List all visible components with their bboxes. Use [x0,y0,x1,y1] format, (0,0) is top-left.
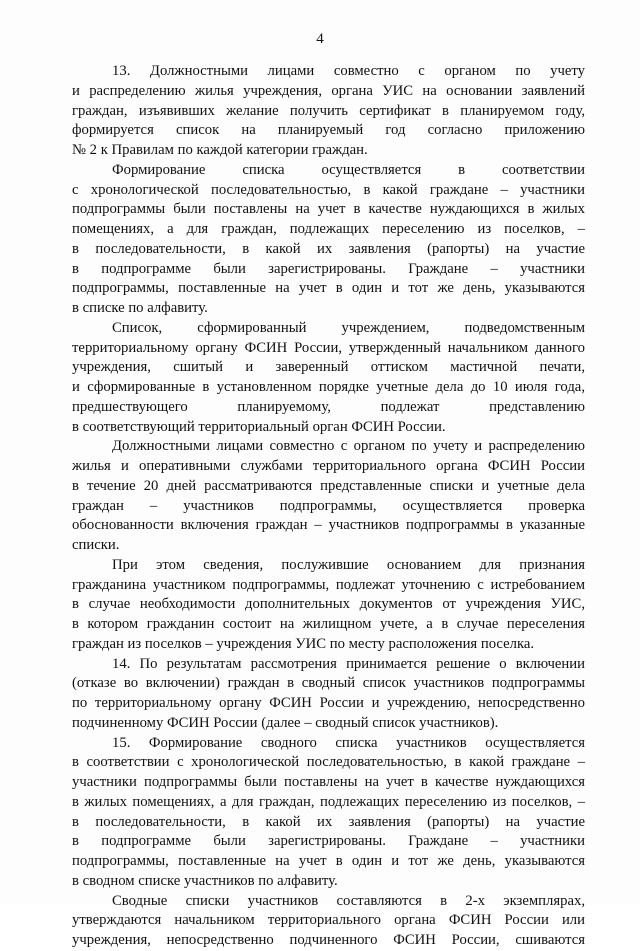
text-line: граждан, изъявивших желание получить сертификат в планируемом году, [72,102,585,119]
text-line: в течение 20 дней рассматриваются представленные списки и учетные дела [72,477,585,494]
text-line: в подпрограмме были зарегистрированы. Граждане – участники [72,833,585,850]
text-line: учреждения, сшитый и заверенный оттиском мастичной печати, [72,359,585,376]
text-line: в соответствующий территориальный орган ФСИН России. [72,418,446,435]
text-line: помещениях, а для граждан, подлежащих переселению из поселков, – [72,221,585,237]
text-line: подпрограммы, поставленные на учет в один и тот же день, указываются [72,280,585,297]
text-line: Список, сформированный учреждением, подведомственным [112,319,585,336]
text-line: списки. [72,537,120,553]
text-line: (отказе во включении) граждан в сводный список участников подпрограммы [72,675,585,692]
text-line: в подпрограмме были зарегистрированы. Граждане – участники [72,260,585,277]
text-line: 14. По результатам рассмотрения принимается решение о включении [112,655,585,672]
text-line: 13. Должностными лицами совместно с органом по учету [112,63,585,79]
text-line: в случае необходимости дополнительных документов от учреждения УИС, [72,596,585,613]
paragraph [72,655,585,734]
text-line: Сводные списки участников составляются в 2-х экземплярах, [112,892,585,909]
text-line: формируется список на планируемый год согласно приложению [72,122,585,139]
text-line: подпрограммы, поставленные на учет в один и тот же день, указываются [72,853,585,869]
text-line: в соответствии с хронологической последовательностью, в какой граждане – [72,754,585,771]
text-line: При этом сведения, послужившие основанием для признания [112,556,585,573]
paragraph [72,556,585,655]
text-line: подчиненному ФСИН России (далее – сводный список участников). [72,714,499,731]
text-line: 15. Формирование сводного списка участников осуществляется [112,734,585,751]
text-line: граждан – участников подпрограммы, осуществляется проверка [72,497,585,514]
text-line: в жилых помещениях, а для граждан, подлежащих переселению из поселков, – [72,793,585,810]
text-line: участники подпрограммы были поставлены на учет в качестве нуждающихся [72,774,585,790]
text-line: в сводном списке участников по алфавиту. [72,872,338,889]
text-line: учреждения, непосредственно подчиненного ФСИН России, сшиваются [72,932,585,948]
text-line: в последовательности, в какой их заявления (рапорты) на участие [72,240,585,257]
text-line: Формирование списка осуществляется в соответствии [112,161,585,178]
text-line: и сформированные в установленном порядке учетные дела до 10 июля года, [72,379,585,395]
text-line: обоснованности включения граждан – участников подпрограммы в указанные [72,517,585,534]
paragraph [72,62,585,161]
paragraph [72,734,585,892]
page-number: 4 [316,31,324,47]
paragraph [72,437,585,556]
text-line: подпрограммы были поставлены на учет в качестве нуждающихся в жилых [72,201,585,218]
text-line: с хронологической последовательностью, в какой граждане – участники [72,181,585,198]
paragraph [72,319,585,438]
text-line: Должностными лицами совместно с органом по учету и распределению [112,438,585,455]
text-line: граждан из поселков – учреждения УИС по месту расположения поселка. [72,635,535,652]
text-line: жилья и оперативными службами территориального органа ФСИН России [72,458,585,474]
text-line: в котором гражданин состоит на жилищном учете, а в случае переселения [72,616,585,632]
text-line: в последовательности, в какой их заявления (рапорты) на участие [72,813,585,830]
text-line: территориальному органу ФСИН России, утвержденный начальником данного [72,339,585,356]
text-line: № 2 к Правилам по каждой категории граждан. [72,142,368,158]
paragraph [72,892,585,951]
text-line: в списке по алфавиту. [72,300,208,316]
text-line: предшествующего планируемому, подлежат представлению [72,398,585,415]
document-body [72,62,585,951]
paragraph [72,161,585,319]
text-line: по территориальному органу ФСИН России и учреждению, непосредственно [72,695,585,711]
text-line: утверждаются начальником территориального органа ФСИН России или [72,912,585,929]
text-line: и распределению жилья учреждения, органа УИС на основании заявлений [72,82,585,99]
text-line: гражданина участником подпрограммы, подлежат уточнению с истребованием [72,576,585,593]
